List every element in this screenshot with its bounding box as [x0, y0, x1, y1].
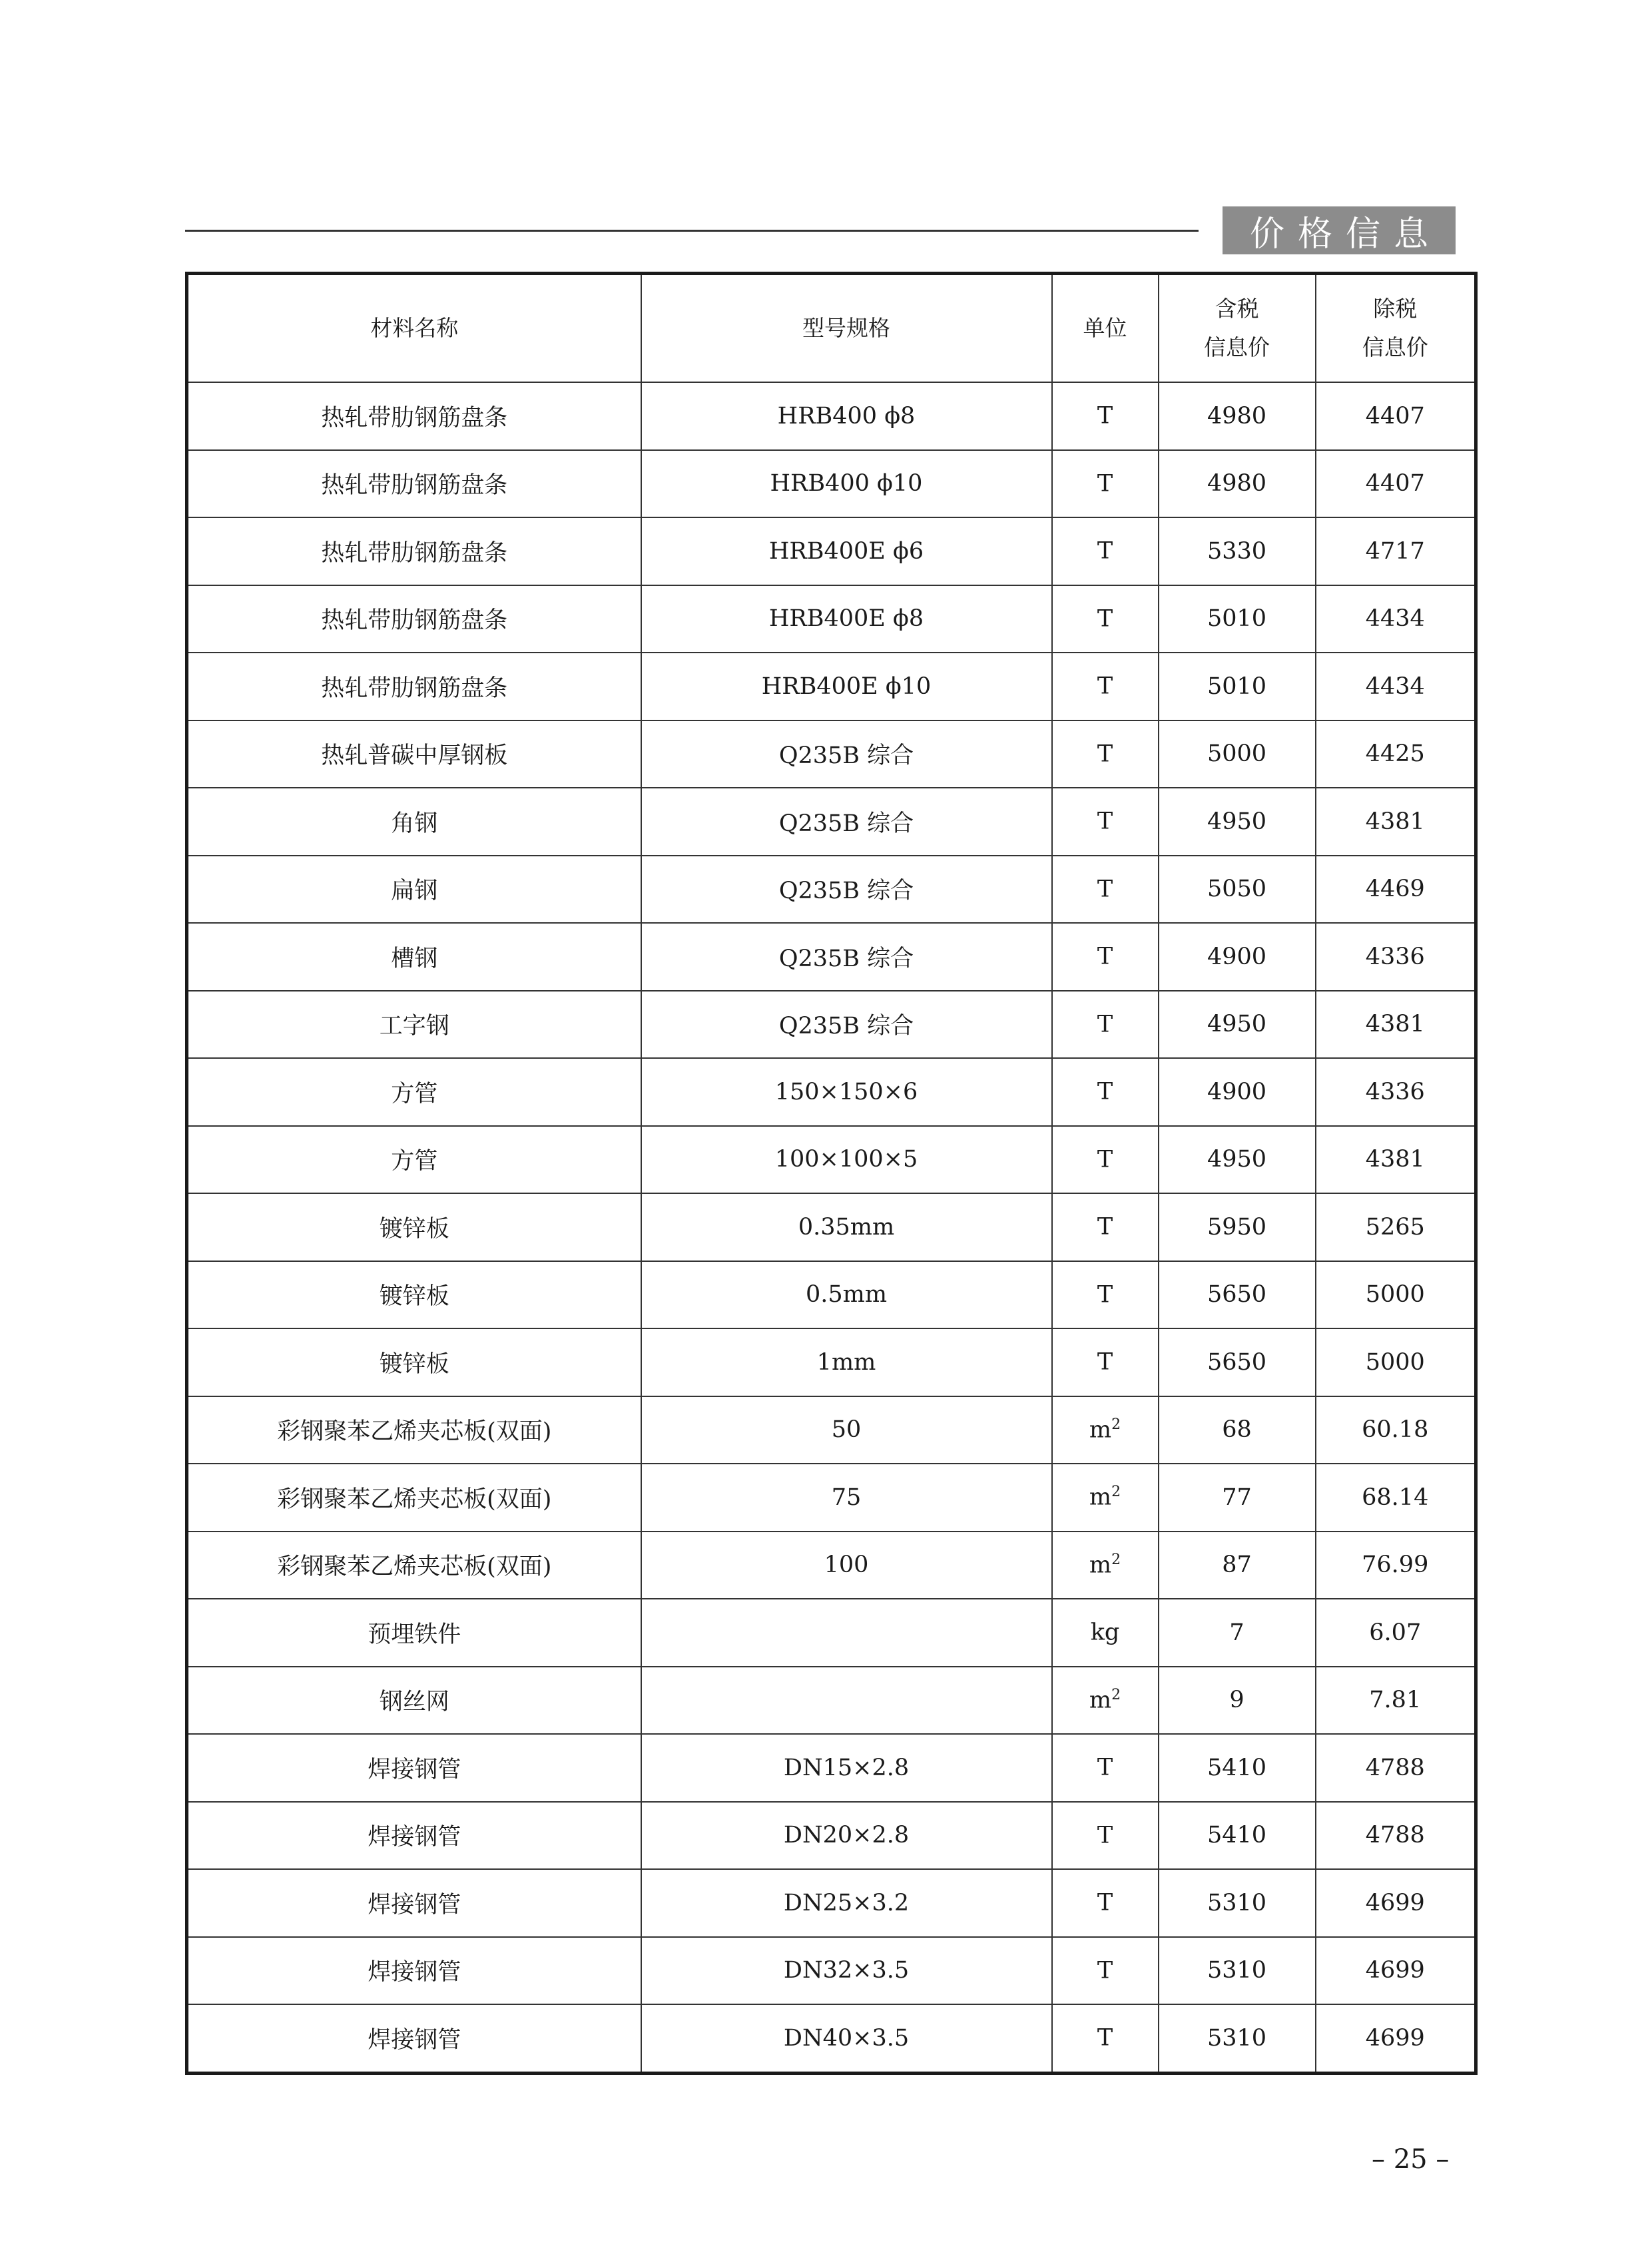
table-row	[187, 1193, 1476, 1261]
cell-spec: 150×150×6	[641, 1058, 1052, 1126]
price-notax-line1: 除税	[1373, 296, 1418, 322]
cell-spec: DN15×2.8	[641, 1734, 1052, 1802]
unit-text: T	[1097, 2025, 1113, 2052]
table-row	[187, 1599, 1476, 1667]
table-row	[187, 1869, 1476, 1937]
cell-price-notax: 4469	[1316, 856, 1476, 924]
cell-unit	[1052, 1734, 1159, 1802]
table-row	[187, 1734, 1476, 1802]
cell-price-tax: 5650	[1159, 1328, 1316, 1396]
cell-name: 扁钢	[187, 856, 641, 924]
cell-unit	[1052, 1328, 1159, 1396]
unit-text: T	[1097, 1957, 1113, 1984]
cell-price-notax: 4381	[1316, 788, 1476, 856]
header-rule	[185, 230, 1199, 232]
unit-text: m	[1089, 1416, 1112, 1444]
unit-text: T	[1097, 605, 1113, 633]
cell-name: 彩钢聚苯乙烯夹芯板(双面)	[187, 1396, 641, 1464]
section-title: 价格信息	[1223, 206, 1456, 254]
price-tax-line2: 信息价	[1204, 334, 1270, 360]
cell-unit	[1052, 1261, 1159, 1329]
column-header-spec: 型号规格	[641, 274, 1052, 383]
table-row	[187, 1937, 1476, 2005]
unit-text: m	[1089, 1484, 1112, 1512]
unit-text: T	[1097, 1146, 1113, 1173]
cell-price-tax: 5310	[1159, 2004, 1316, 2073]
cell-price-notax: 5265	[1316, 1193, 1476, 1261]
cell-spec: Q235B 综合	[641, 720, 1052, 788]
cell-price-tax: 4950	[1159, 1126, 1316, 1194]
cell-spec	[641, 1667, 1052, 1735]
cell-spec: Q235B 综合	[641, 991, 1052, 1059]
cell-spec: 0.35mm	[641, 1193, 1052, 1261]
cell-spec: HRB400E ϕ8	[641, 585, 1052, 653]
cell-unit	[1052, 2004, 1159, 2073]
table-row	[187, 788, 1476, 856]
unit-text: T	[1097, 1822, 1113, 1849]
column-header-price-tax	[1159, 274, 1316, 383]
cell-name: 彩钢聚苯乙烯夹芯板(双面)	[187, 1532, 641, 1599]
cell-name: 槽钢	[187, 923, 641, 991]
cell-price-tax: 9	[1159, 1667, 1316, 1735]
cell-price-notax: 7.81	[1316, 1667, 1476, 1735]
cell-spec: 50	[641, 1396, 1052, 1464]
cell-price-notax: 76.99	[1316, 1532, 1476, 1599]
cell-spec: Q235B 综合	[641, 923, 1052, 991]
cell-price-notax: 4434	[1316, 585, 1476, 653]
cell-price-tax: 5310	[1159, 1869, 1316, 1937]
table-row	[187, 720, 1476, 788]
cell-name: 热轧带肋钢筋盘条	[187, 517, 641, 585]
cell-price-notax: 4788	[1316, 1802, 1476, 1870]
cell-spec: HRB400E ϕ10	[641, 653, 1052, 720]
cell-unit	[1052, 1599, 1159, 1667]
unit-text: T	[1097, 470, 1113, 497]
table-row	[187, 1396, 1476, 1464]
table-row	[187, 1328, 1476, 1396]
table-row	[187, 2004, 1476, 2073]
unit-superscript: 2	[1111, 1551, 1121, 1568]
cell-price-tax: 5410	[1159, 1802, 1316, 1870]
cell-price-tax: 5010	[1159, 653, 1316, 720]
unit-superscript: 2	[1111, 1686, 1121, 1703]
cell-price-notax: 4407	[1316, 450, 1476, 518]
unit-text: T	[1097, 403, 1113, 430]
cell-spec: 1mm	[641, 1328, 1052, 1396]
cell-unit	[1052, 1802, 1159, 1870]
cell-price-tax: 87	[1159, 1532, 1316, 1599]
cell-price-tax: 7	[1159, 1599, 1316, 1667]
cell-name: 镀锌板	[187, 1328, 641, 1396]
cell-price-notax: 4699	[1316, 1869, 1476, 1937]
cell-price-tax: 4950	[1159, 991, 1316, 1059]
cell-price-notax: 5000	[1316, 1261, 1476, 1329]
cell-price-notax: 60.18	[1316, 1396, 1476, 1464]
cell-price-tax: 4980	[1159, 382, 1316, 450]
cell-price-tax: 68	[1159, 1396, 1316, 1464]
cell-name: 镀锌板	[187, 1261, 641, 1329]
cell-price-tax: 5950	[1159, 1193, 1316, 1261]
table-row	[187, 991, 1476, 1059]
cell-price-tax: 5330	[1159, 517, 1316, 585]
unit-text: T	[1097, 1214, 1113, 1241]
cell-name: 角钢	[187, 788, 641, 856]
unit-superscript: 2	[1111, 1484, 1121, 1501]
cell-name: 热轧带肋钢筋盘条	[187, 653, 641, 720]
cell-unit	[1052, 1667, 1159, 1735]
cell-name: 焊接钢管	[187, 1937, 641, 2005]
cell-name: 方管	[187, 1126, 641, 1194]
cell-name: 预埋铁件	[187, 1599, 641, 1667]
cell-name: 钢丝网	[187, 1667, 641, 1735]
cell-spec: DN25×3.2	[641, 1869, 1052, 1937]
cell-unit	[1052, 1058, 1159, 1126]
table-row	[187, 585, 1476, 653]
cell-price-notax: 4381	[1316, 1126, 1476, 1194]
cell-name: 焊接钢管	[187, 1734, 641, 1802]
unit-text: T	[1097, 944, 1113, 971]
cell-spec: DN40×3.5	[641, 2004, 1052, 2073]
cell-unit	[1052, 720, 1159, 788]
cell-price-tax: 5650	[1159, 1261, 1316, 1329]
cell-name: 热轧带肋钢筋盘条	[187, 450, 641, 518]
unit-text: m	[1089, 1552, 1112, 1579]
cell-price-notax: 4407	[1316, 382, 1476, 450]
cell-price-tax: 4980	[1159, 450, 1316, 518]
cell-spec: HRB400 ϕ10	[641, 450, 1052, 518]
cell-unit	[1052, 1869, 1159, 1937]
cell-price-tax: 4900	[1159, 1058, 1316, 1126]
unit-text: T	[1097, 740, 1113, 768]
column-header-unit: 单位	[1052, 274, 1159, 383]
unit-text: T	[1097, 538, 1113, 565]
cell-price-tax: 5410	[1159, 1734, 1316, 1802]
table-row	[187, 1667, 1476, 1735]
cell-unit	[1052, 1464, 1159, 1532]
cell-spec: 100×100×5	[641, 1126, 1052, 1194]
table-row	[187, 1126, 1476, 1194]
cell-unit	[1052, 788, 1159, 856]
unit-text: kg	[1090, 1619, 1120, 1647]
cell-name: 热轧带肋钢筋盘条	[187, 382, 641, 450]
cell-price-tax: 5050	[1159, 856, 1316, 924]
cell-unit	[1052, 1193, 1159, 1261]
cell-spec: Q235B 综合	[641, 856, 1052, 924]
table-row	[187, 1058, 1476, 1126]
cell-spec: HRB400 ϕ8	[641, 382, 1052, 450]
cell-spec: 100	[641, 1532, 1052, 1599]
table-body	[187, 382, 1476, 2073]
table-row	[187, 856, 1476, 924]
unit-text: T	[1097, 1890, 1113, 1917]
column-header-name: 材料名称	[187, 274, 641, 383]
cell-price-notax: 4699	[1316, 2004, 1476, 2073]
cell-unit	[1052, 923, 1159, 991]
cell-price-tax: 77	[1159, 1464, 1316, 1532]
cell-unit	[1052, 856, 1159, 924]
cell-name: 热轧普碳中厚钢板	[187, 720, 641, 788]
cell-unit	[1052, 1532, 1159, 1599]
table-header-row	[187, 274, 1476, 383]
table-row	[187, 517, 1476, 585]
unit-text: T	[1097, 876, 1113, 903]
unit-text: T	[1097, 673, 1113, 701]
cell-price-tax: 5310	[1159, 1937, 1316, 2005]
cell-price-notax: 68.14	[1316, 1464, 1476, 1532]
column-header-price-notax	[1316, 274, 1476, 383]
cell-name: 热轧带肋钢筋盘条	[187, 585, 641, 653]
cell-name: 焊接钢管	[187, 2004, 641, 2073]
cell-price-notax: 4336	[1316, 923, 1476, 991]
cell-name: 彩钢聚苯乙烯夹芯板(双面)	[187, 1464, 641, 1532]
table-row	[187, 653, 1476, 720]
cell-price-tax: 5000	[1159, 720, 1316, 788]
cell-price-notax: 4717	[1316, 517, 1476, 585]
cell-spec: Q235B 综合	[641, 788, 1052, 856]
cell-spec: DN32×3.5	[641, 1937, 1052, 2005]
table-row	[187, 382, 1476, 450]
cell-unit	[1052, 450, 1159, 518]
cell-name: 方管	[187, 1058, 641, 1126]
cell-unit	[1052, 653, 1159, 720]
cell-spec: 0.5mm	[641, 1261, 1052, 1329]
table-row	[187, 1261, 1476, 1329]
unit-text: T	[1097, 1079, 1113, 1106]
price-notax-line2: 信息价	[1362, 334, 1428, 360]
price-table	[185, 272, 1478, 2075]
price-tax-line1: 含税	[1215, 296, 1259, 322]
unit-text: T	[1097, 1011, 1113, 1038]
table-row	[187, 1532, 1476, 1599]
cell-spec: HRB400E ϕ6	[641, 517, 1052, 585]
unit-superscript: 2	[1111, 1416, 1121, 1433]
table-row	[187, 1464, 1476, 1532]
unit-text: m	[1089, 1687, 1112, 1714]
cell-unit	[1052, 382, 1159, 450]
cell-name: 焊接钢管	[187, 1802, 641, 1870]
table-row	[187, 450, 1476, 518]
cell-price-notax: 4336	[1316, 1058, 1476, 1126]
unit-text: T	[1097, 1349, 1113, 1376]
unit-text: T	[1097, 1281, 1113, 1308]
cell-name: 焊接钢管	[187, 1869, 641, 1937]
page-number: – 25 –	[1372, 2144, 1450, 2175]
cell-unit	[1052, 1126, 1159, 1194]
cell-unit	[1052, 585, 1159, 653]
cell-price-notax: 6.07	[1316, 1599, 1476, 1667]
cell-spec: 75	[641, 1464, 1052, 1532]
unit-text: T	[1097, 1755, 1113, 1782]
cell-spec: DN20×2.8	[641, 1802, 1052, 1870]
cell-price-notax: 4381	[1316, 991, 1476, 1059]
cell-price-notax: 4699	[1316, 1937, 1476, 2005]
cell-price-notax: 4788	[1316, 1734, 1476, 1802]
cell-name: 工字钢	[187, 991, 641, 1059]
cell-price-tax: 5010	[1159, 585, 1316, 653]
cell-name: 镀锌板	[187, 1193, 641, 1261]
cell-price-tax: 4950	[1159, 788, 1316, 856]
unit-text: T	[1097, 808, 1113, 836]
table-row	[187, 1802, 1476, 1870]
cell-unit	[1052, 517, 1159, 585]
cell-price-notax: 4425	[1316, 720, 1476, 788]
cell-unit	[1052, 991, 1159, 1059]
cell-unit	[1052, 1396, 1159, 1464]
cell-unit	[1052, 1937, 1159, 2005]
table-row	[187, 923, 1476, 991]
cell-price-notax: 5000	[1316, 1328, 1476, 1396]
cell-spec	[641, 1599, 1052, 1667]
cell-price-tax: 4900	[1159, 923, 1316, 991]
cell-price-notax: 4434	[1316, 653, 1476, 720]
